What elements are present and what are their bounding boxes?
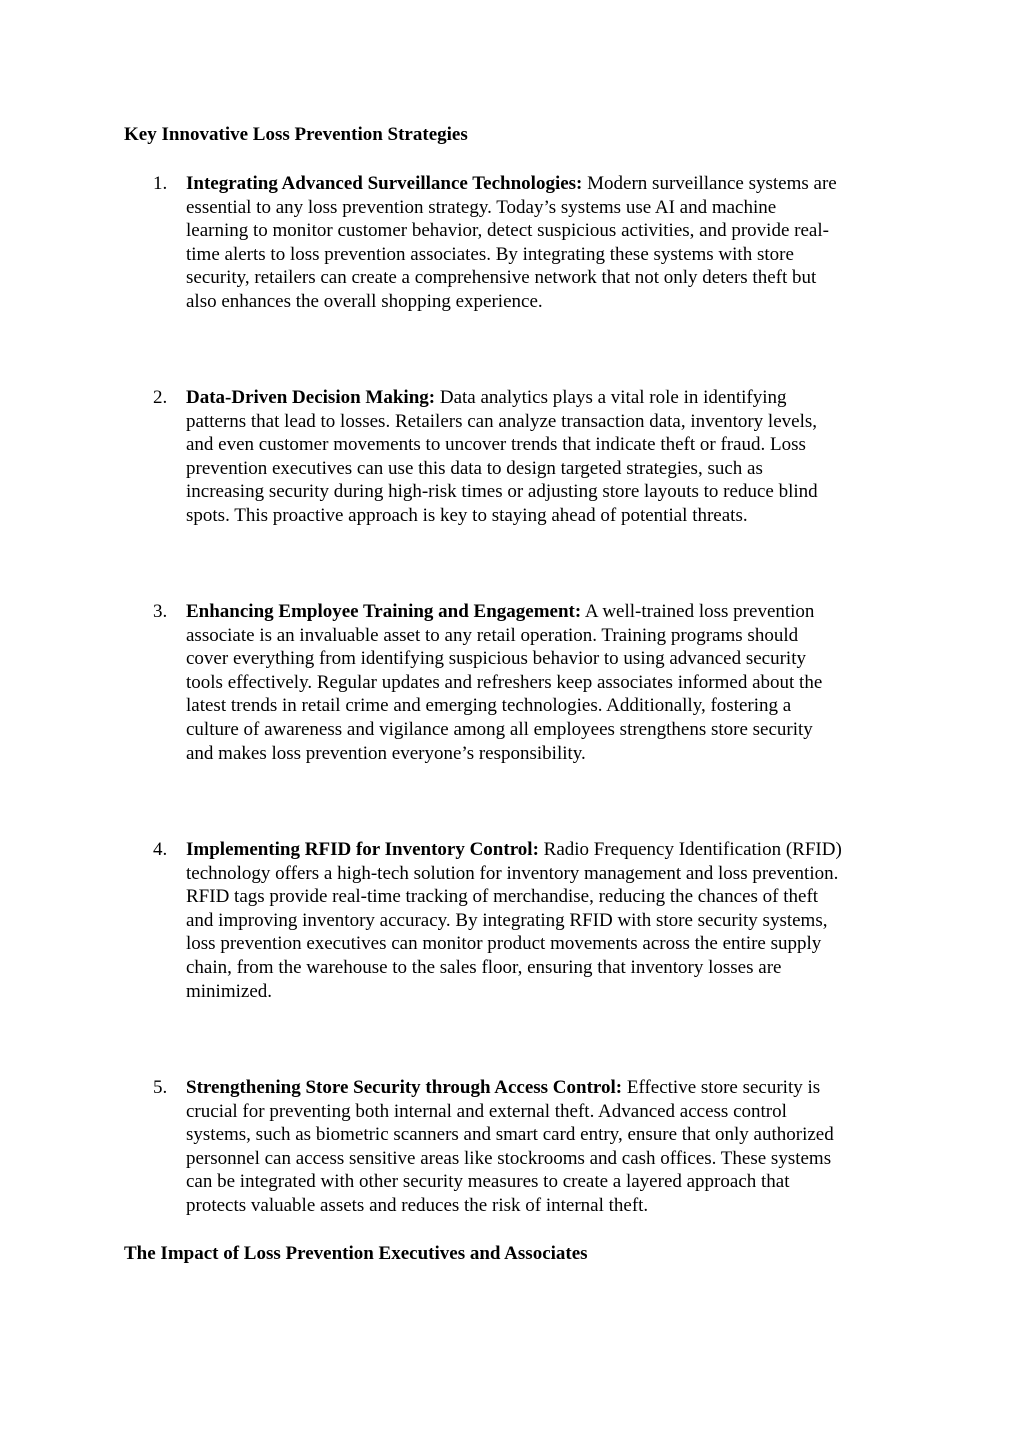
- list-item-number: 5.: [153, 1077, 168, 1098]
- list-item-line: chain, from the warehouse to the sales floor, ensuring that inventory losses are: [186, 956, 782, 978]
- list-item-title: Enhancing Employee Training and Engagement:: [186, 601, 582, 622]
- list-item-title: Integrating Advanced Surveillance Technologies:: [186, 173, 583, 194]
- list-item-text: Radio Frequency Identification (RFID): [538, 839, 842, 860]
- list-item-line: can be integrated with other security measures to create a layered approach that: [186, 1171, 790, 1193]
- list-item-line: learning to monitor customer behavior, detect suspicious activities, and provide real-: [186, 220, 829, 242]
- list-item-1: [153, 172, 913, 314]
- list-item-4: [153, 838, 913, 1003]
- list-item-2: [153, 386, 913, 528]
- list-item-text: Effective store security is: [622, 1077, 821, 1098]
- list-item-line: tools effectively. Regular updates and refreshers keep associates informed about the: [186, 671, 823, 693]
- list-item-line: cover everything from identifying suspicious behavior to using advanced security: [186, 648, 806, 670]
- list-item-line: and improving inventory accuracy. By integrating RFID with store security systems,: [186, 909, 828, 931]
- list-item-line: prevention executives can use this data to design targeted strategies, such as: [186, 457, 763, 479]
- list-item-line: latest trends in retail crime and emerging technologies. Additionally, fostering a: [186, 695, 792, 717]
- list-item-line: increasing security during high-risk times or adjusting store layouts to reduce blind: [186, 481, 818, 503]
- list-item-line: minimized.: [186, 980, 273, 1002]
- list-item-5: [153, 1076, 913, 1218]
- list-item-line: spots. This proactive approach is key to staying ahead of potential threats.: [186, 504, 748, 526]
- list-item-text: Data analytics plays a vital role in identifying: [435, 387, 787, 408]
- list-item-number: 1.: [153, 173, 168, 194]
- list-item-line: systems, such as biometric scanners and smart card entry, ensure that only authorized: [186, 1124, 834, 1146]
- list-item-title: Data-Driven Decision Making:: [186, 387, 436, 408]
- list-item-line: also enhances the overall shopping experience.: [186, 290, 543, 312]
- list-item-line: personnel can access sensitive areas like stockrooms and cash offices. These systems: [186, 1147, 832, 1169]
- list-item-line: and makes loss prevention everyone’s responsibility.: [186, 742, 586, 764]
- list-item-line: essential to any loss prevention strategy. Today’s systems use AI and machine: [186, 196, 777, 218]
- list-item-number: 2.: [153, 387, 168, 408]
- list-item-line: associate is an invaluable asset to any retail operation. Training programs should: [186, 624, 799, 646]
- list-item-3: [153, 600, 913, 765]
- list-item-line: crucial for preventing both internal and external theft. Advanced access control: [186, 1100, 787, 1122]
- list-item-line: RFID tags provide real-time tracking of merchandise, reducing the chances of theft: [186, 886, 819, 908]
- section-heading-strategies: Key Innovative Loss Prevention Strategies: [124, 124, 468, 145]
- list-item-line: culture of awareness and vigilance among all employees strengthens store security: [186, 718, 813, 740]
- list-item-line: security, retailers can create a comprehensive network that not only deters theft but: [186, 267, 817, 289]
- list-item-title: Strengthening Store Security through Access Control:: [186, 1077, 623, 1098]
- list-item-line: technology offers a high-tech solution for inventory management and loss prevention.: [186, 862, 839, 884]
- list-item-number: 4.: [153, 839, 168, 860]
- list-item-line: patterns that lead to losses. Retailers can analyze transaction data, inventory levels,: [186, 410, 817, 432]
- list-item-title: Implementing RFID for Inventory Control:: [186, 839, 539, 860]
- section-heading-impact: The Impact of Loss Prevention Executives and Associates: [124, 1243, 588, 1264]
- list-item-line: loss prevention executives can monitor product movements across the entire supply: [186, 933, 822, 955]
- list-item-line: protects valuable assets and reduces the risk of internal theft.: [186, 1194, 649, 1216]
- list-item-line: time alerts to loss prevention associates. By integrating these systems with store: [186, 243, 794, 265]
- list-item-text: A well-trained loss prevention: [581, 601, 815, 622]
- list-item-text: Modern surveillance systems are: [582, 173, 837, 194]
- list-item-line: and even customer movements to uncover trends that indicate theft or fraud. Loss: [186, 434, 806, 456]
- list-item-number: 3.: [153, 601, 168, 622]
